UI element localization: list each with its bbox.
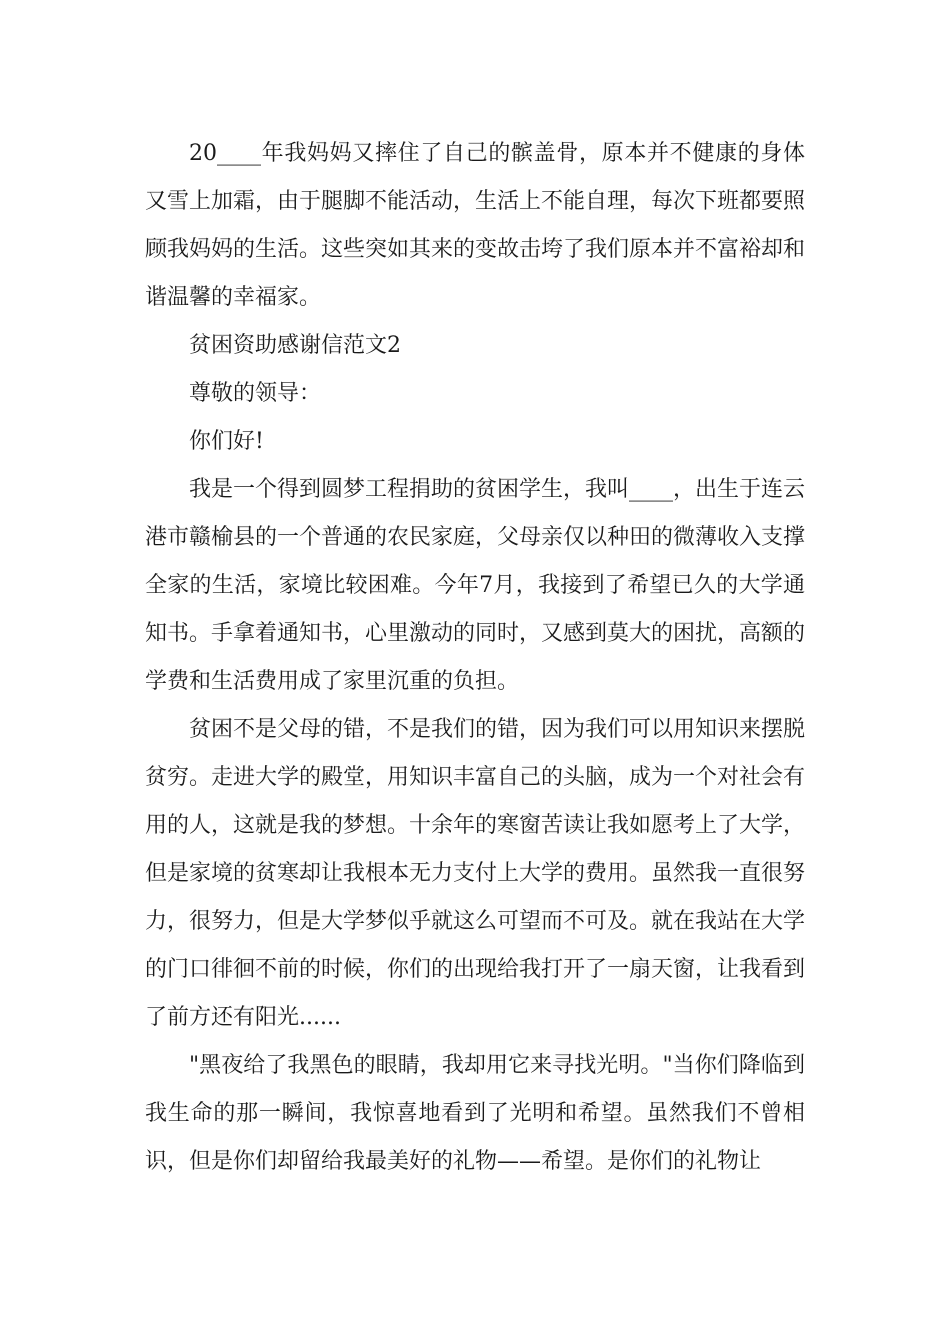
- paragraph-dream: 贫困不是父母的错，不是我们的错，因为我们可以用知识来摆脱贫穷。走进大学的殿堂，用知识丰富自己的头脑，成为一个对社会有用的人，这就是我的梦想。十余年的寒窗苦读让我如愿考上了大学，但是家境的贫寒却让我根本无力支付上大学的费用。虽然我一直很努力，很努力，但是大学梦似乎就这么可望而不可及。就在我站在大学的门口徘徊不前的时候，你们的出现给我打开了一扇天窗，让我看到了前方还有阳光......: [145, 717, 806, 1030]
- letter-body: [145, 130, 805, 1186]
- paragraph-introduction: 我是一个得到圆梦工程捐助的贫困学生，我叫____，出生于连云港市赣榆县的一个普通的农民家庭，父母亲仅以种田的微薄收入支撑全家的生活，家境比较困难。今年7月，我接到了希望已久的大学通知书。手拿着通知书，心里激动的同时，又感到莫大的困扰，高额的学费和生活费用成了家里沉重的负担。: [145, 477, 806, 694]
- paragraph-mother-injury: 20____年我妈妈又摔住了自己的髌盖骨，原本并不健康的身体又雪上加霜，由于腿脚不能活动，生活上不能自理，每次下班都要照顾我妈妈的生活。这些突如其来的变故击垮了我们原本并不富裕却和谐温馨的幸福家。: [145, 141, 806, 310]
- section-title: 贫困资助感谢信范文2: [189, 333, 401, 358]
- paragraph-hope: "黑夜给了我黑色的眼睛，我却用它来寻找光明。"当你们降临到我生命的那一瞬间，我惊喜地看到了光明和希望。虽然我们不曾相识，但是你们却留给我最美好的礼物——希望。是你们的礼物让: [145, 1053, 805, 1174]
- greeting: 你们好!: [189, 429, 264, 454]
- salutation: 尊敬的领导：: [189, 381, 322, 406]
